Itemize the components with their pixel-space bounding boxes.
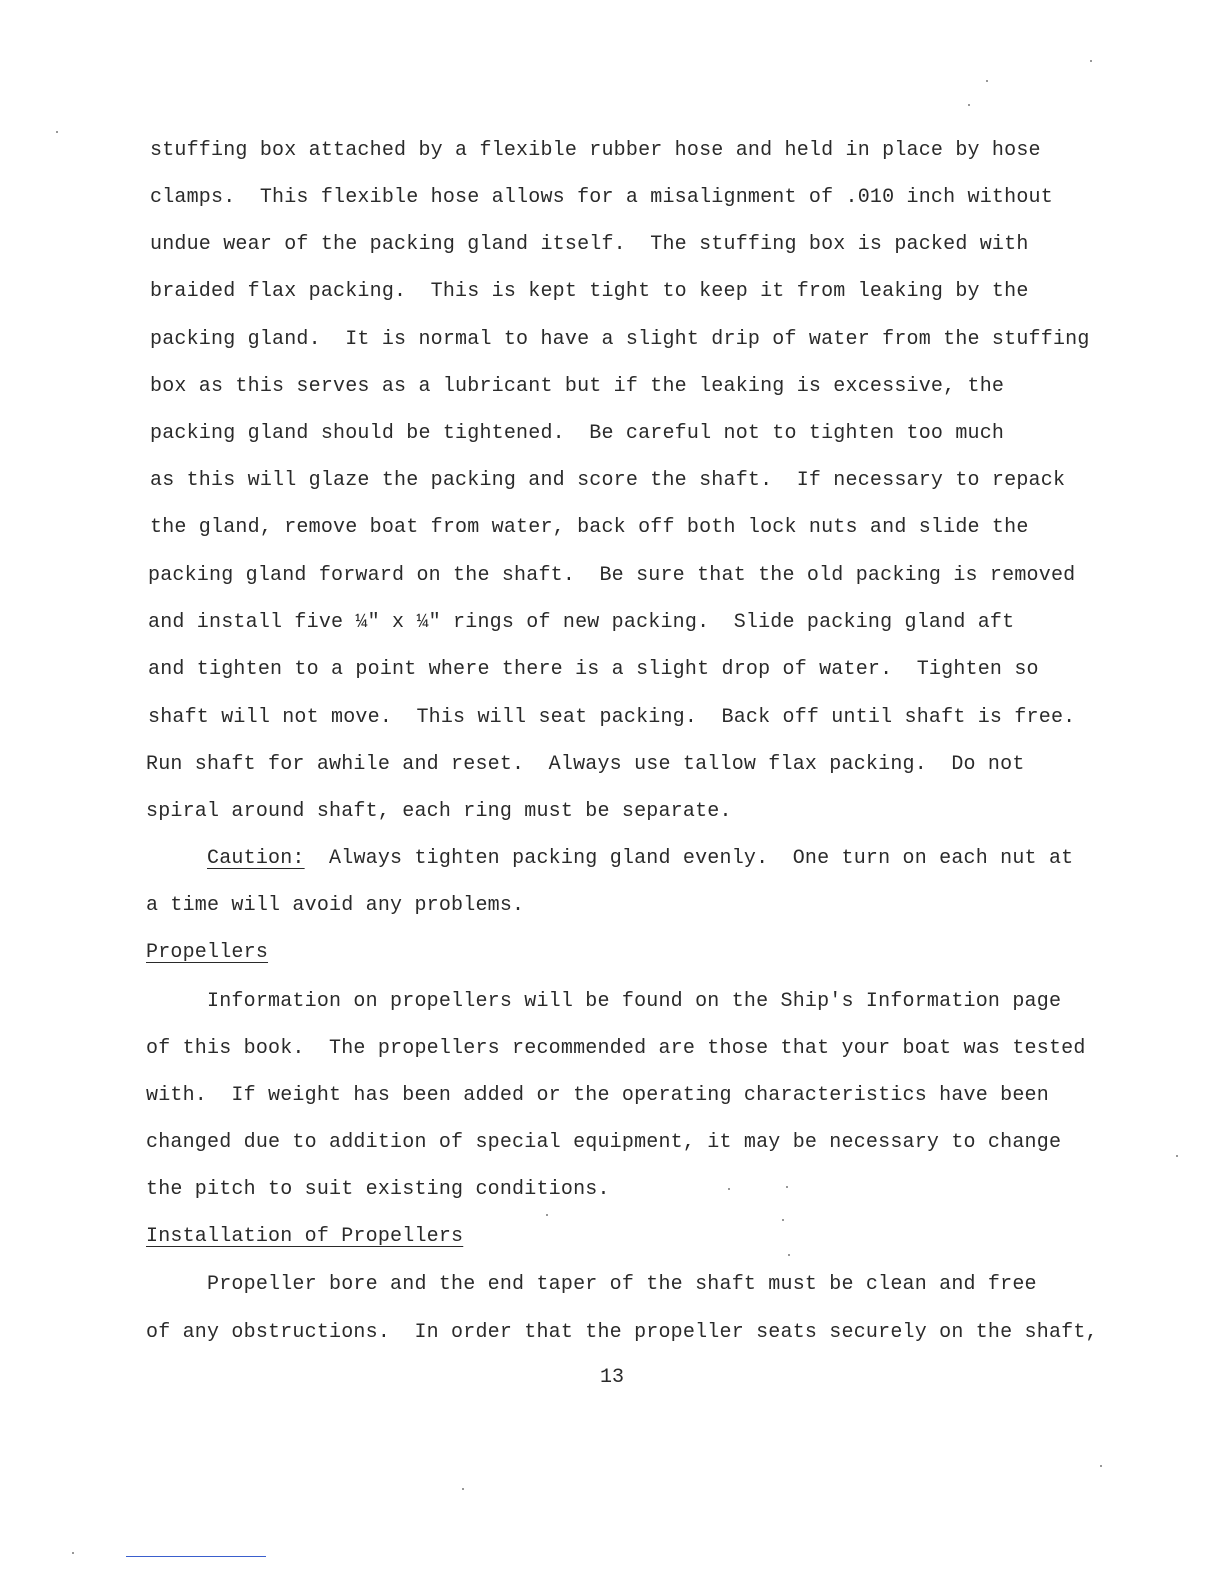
scan-speck	[728, 1188, 730, 1190]
scan-speck	[968, 104, 970, 106]
scan-edge-mark	[126, 1556, 266, 1557]
text-line: packing gland forward on the shaft. Be sure that the old packing is removed	[148, 564, 1076, 587]
scan-speck	[546, 1214, 548, 1216]
text-line: Run shaft for awhile and reset. Always use tallow flax packing. Do not	[146, 753, 1025, 776]
scan-speck	[788, 1254, 790, 1256]
scan-speck	[1090, 60, 1092, 62]
scan-speck	[1176, 1155, 1178, 1157]
text-line: packing gland. It is normal to have a slight drip of water from the stuffing	[150, 328, 1090, 351]
text-line: and tighten to a point where there is a slight drop of water. Tighten so	[148, 658, 1039, 681]
scan-speck	[462, 1488, 464, 1490]
scan-speck	[786, 1186, 788, 1188]
text-line: of this book. The propellers recommended are those that your boat was tested	[146, 1037, 1086, 1060]
text-line: of any obstructions. In order that the propeller seats securely on the shaft,	[146, 1321, 1098, 1344]
scan-speck	[56, 131, 58, 133]
text-line: spiral around shaft, each ring must be separate.	[146, 800, 732, 823]
scan-speck	[1100, 1465, 1102, 1467]
text-line: a time will avoid any problems.	[146, 894, 525, 917]
text-line: the gland, remove boat from water, back off both lock nuts and slide the	[150, 516, 1029, 539]
caution-label: Caution:	[207, 847, 305, 870]
caution-text: Always tighten packing gland evenly. One turn on each nut at	[304, 847, 1074, 870]
text-line: with. If weight has been added or the operating characteristics have been	[146, 1084, 1049, 1107]
text-line: undue wear of the packing gland itself. The stuffing box is packed with	[150, 233, 1029, 256]
section-heading-propellers: Propellers	[146, 941, 269, 964]
scan-speck	[72, 1552, 74, 1554]
scan-speck	[782, 1219, 784, 1221]
text-line: changed due to addition of special equipment, it may be necessary to change	[146, 1131, 1062, 1154]
section-heading-installation: Installation of Propellers	[146, 1225, 464, 1248]
page-number: 13	[600, 1366, 625, 1389]
text-line: Propeller bore and the end taper of the shaft must be clean and free	[146, 1273, 1037, 1296]
scan-speck	[986, 80, 988, 82]
text-line: as this will glaze the packing and score the shaft. If necessary to repack	[150, 469, 1066, 492]
text-line: the pitch to suit existing conditions.	[146, 1178, 610, 1201]
text-line: and install five ¼" x ¼" rings of new packing. Slide packing gland aft	[148, 611, 1015, 634]
text-line: stuffing box attached by a flexible rubber hose and held in place by hose	[150, 139, 1041, 162]
text-line: shaft will not move. This will seat packing. Back off until shaft is free.	[148, 706, 1076, 729]
text-line: Information on propellers will be found on the Ship's Information page	[146, 990, 1062, 1013]
caution-line	[146, 847, 1073, 871]
text-line: clamps. This flexible hose allows for a misalignment of .010 inch without	[150, 186, 1053, 209]
text-line: braided flax packing. This is kept tight to keep it from leaking by the	[150, 280, 1029, 303]
text-line: packing gland should be tightened. Be careful not to tighten too much	[150, 422, 1005, 445]
text-line: box as this serves as a lubricant but if the leaking is excessive, the	[150, 375, 1005, 398]
